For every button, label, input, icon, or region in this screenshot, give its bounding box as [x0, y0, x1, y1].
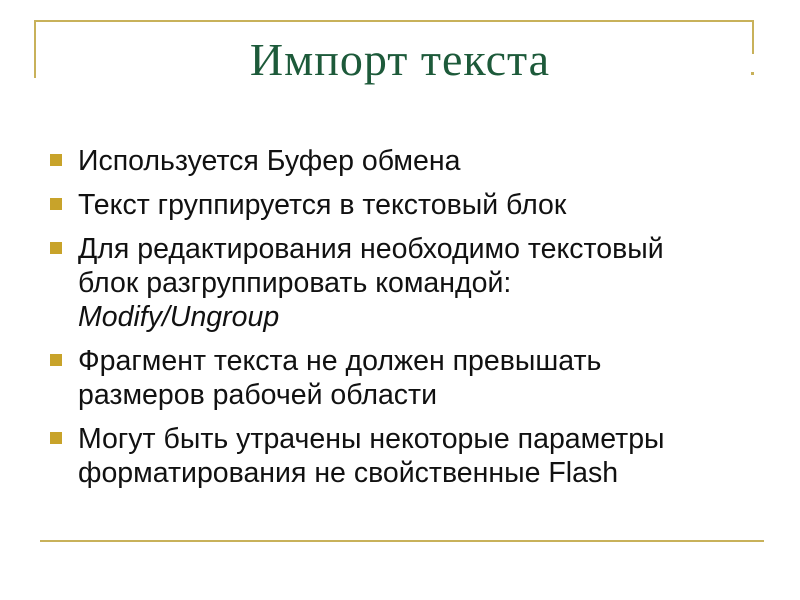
bullet-item — [50, 422, 780, 490]
bullet-text: Фрагмент текста не должен превышать — [78, 345, 602, 377]
bullet-text: форматирования не свойственные Flash — [78, 457, 619, 489]
menu-command-text: Modify/Ungroup — [78, 301, 280, 333]
bullet-item — [50, 188, 780, 222]
bullet-text: Текст группируется в текстовый блок — [78, 189, 567, 221]
square-bullet-icon — [50, 432, 62, 444]
square-bullet-icon — [50, 242, 62, 254]
square-bullet-icon — [50, 354, 62, 366]
square-bullet-icon — [50, 198, 62, 210]
bullet-text: блок разгруппировать командой: — [78, 267, 512, 299]
bullet-text: Для редактирования необходимо текстовый — [78, 233, 664, 265]
bullet-item — [50, 232, 780, 334]
square-bullet-icon — [50, 154, 62, 166]
slide-title: Импорт текста — [249, 34, 551, 85]
bullet-text: Могут быть утрачены некоторые параметры — [78, 423, 665, 455]
bullet-item — [50, 144, 780, 178]
frame-top-line — [34, 20, 754, 22]
frame-bottom-line — [40, 540, 764, 542]
bullet-item — [50, 344, 780, 412]
bullet-text: размеров рабочей области — [78, 379, 438, 411]
bullet-list — [50, 144, 780, 500]
bullet-text: Используется Буфер обмена — [78, 145, 461, 177]
